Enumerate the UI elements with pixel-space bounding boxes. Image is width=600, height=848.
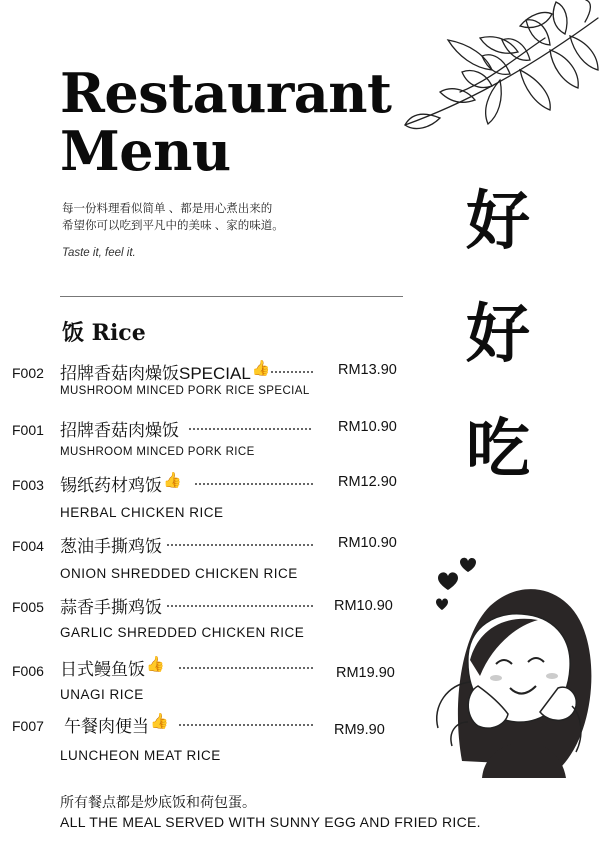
menu-item: [0, 593, 420, 643]
tagline: Taste it, feel it.: [62, 247, 136, 259]
item-name: 蒜香手撕鸡饭: [60, 598, 162, 617]
divider: [60, 296, 403, 297]
title-line-1: Restaurant: [60, 61, 392, 125]
item-code: F007: [12, 718, 44, 734]
item-name: 招牌香菇肉燥饭: [60, 421, 179, 440]
item-price: RM13.90: [338, 362, 397, 378]
item-name: 日式鳗鱼饭👍: [60, 656, 165, 679]
item-code: F003: [12, 477, 44, 493]
item-code: F005: [12, 599, 44, 615]
footer-note-zh: 所有餐点都是炒底饭和荷包蛋。: [60, 794, 256, 810]
item-code: F004: [12, 538, 44, 554]
slogan-char-1: 好: [466, 185, 530, 259]
menu-item: [0, 712, 420, 762]
item-english: UNAGI RICE: [60, 687, 144, 702]
item-code: F006: [12, 663, 44, 679]
footer-note: [60, 792, 481, 832]
item-price: RM10.90: [334, 598, 393, 614]
item-name: 葱油手撕鸡饭: [60, 537, 162, 556]
leader-dots: [194, 483, 313, 485]
item-english: LUNCHEON MEAT RICE: [60, 748, 221, 763]
item-name: 午餐肉便当👍: [64, 713, 169, 736]
menu-item: [0, 655, 420, 705]
item-price: RM10.90: [338, 419, 397, 435]
item-price: RM12.90: [338, 474, 397, 490]
menu-item: [0, 532, 420, 582]
item-code: F002: [12, 365, 44, 381]
item-english: MUSHROOM MINCED PORK RICE SPECIAL: [60, 385, 310, 397]
item-name: 锡纸药材鸡饭👍: [60, 472, 182, 495]
item-price: RM10.90: [338, 535, 397, 551]
leader-dots: [188, 428, 313, 430]
leader-dots: [166, 605, 314, 607]
slogan-char-3: 吃: [466, 413, 530, 487]
item-price: RM19.90: [336, 665, 395, 681]
item-code: F001: [12, 422, 44, 438]
smiling-girl-illustration: [412, 556, 600, 778]
menu-item: [0, 359, 420, 409]
thumbs-up-icon: 👍: [163, 472, 182, 489]
item-name: 招牌香菇肉燥饭SPECIAL👍: [60, 360, 271, 383]
menu-item: [0, 416, 420, 466]
item-price: RM9.90: [334, 722, 385, 738]
thumbs-up-icon: 👍: [150, 713, 169, 730]
menu-item: [0, 471, 420, 521]
thumbs-up-icon: 👍: [146, 656, 165, 673]
slogan-char-2: 好: [466, 298, 530, 372]
section-title: 饭 Rice: [62, 320, 146, 346]
item-english: MUSHROOM MINCED PORK RICE: [60, 446, 255, 458]
leader-dots: [178, 724, 314, 726]
item-english: ONION SHREDDED CHICKEN RICE: [60, 566, 298, 581]
item-english: GARLIC SHREDDED CHICKEN RICE: [60, 625, 305, 640]
thumbs-up-icon: 👍: [251, 360, 271, 377]
menu-title: [60, 61, 392, 183]
leader-dots: [166, 544, 314, 546]
title-line-2: Menu: [60, 119, 231, 183]
leaf-branch-illustration: [400, 0, 600, 155]
item-english: HERBAL CHICKEN RICE: [60, 505, 224, 520]
intro-line-2: 希望你可以吃到平凡中的美味 、家的味道。: [62, 220, 284, 232]
leader-dots: [270, 371, 315, 373]
leader-dots: [178, 667, 314, 669]
intro-line-1: 每一份料理看似简单 、都是用心煮出来的: [62, 203, 273, 215]
intro-text: [62, 201, 284, 235]
footer-note-en: ALL THE MEAL SERVED WITH SUNNY EGG AND FRIED RICE.: [60, 814, 481, 830]
